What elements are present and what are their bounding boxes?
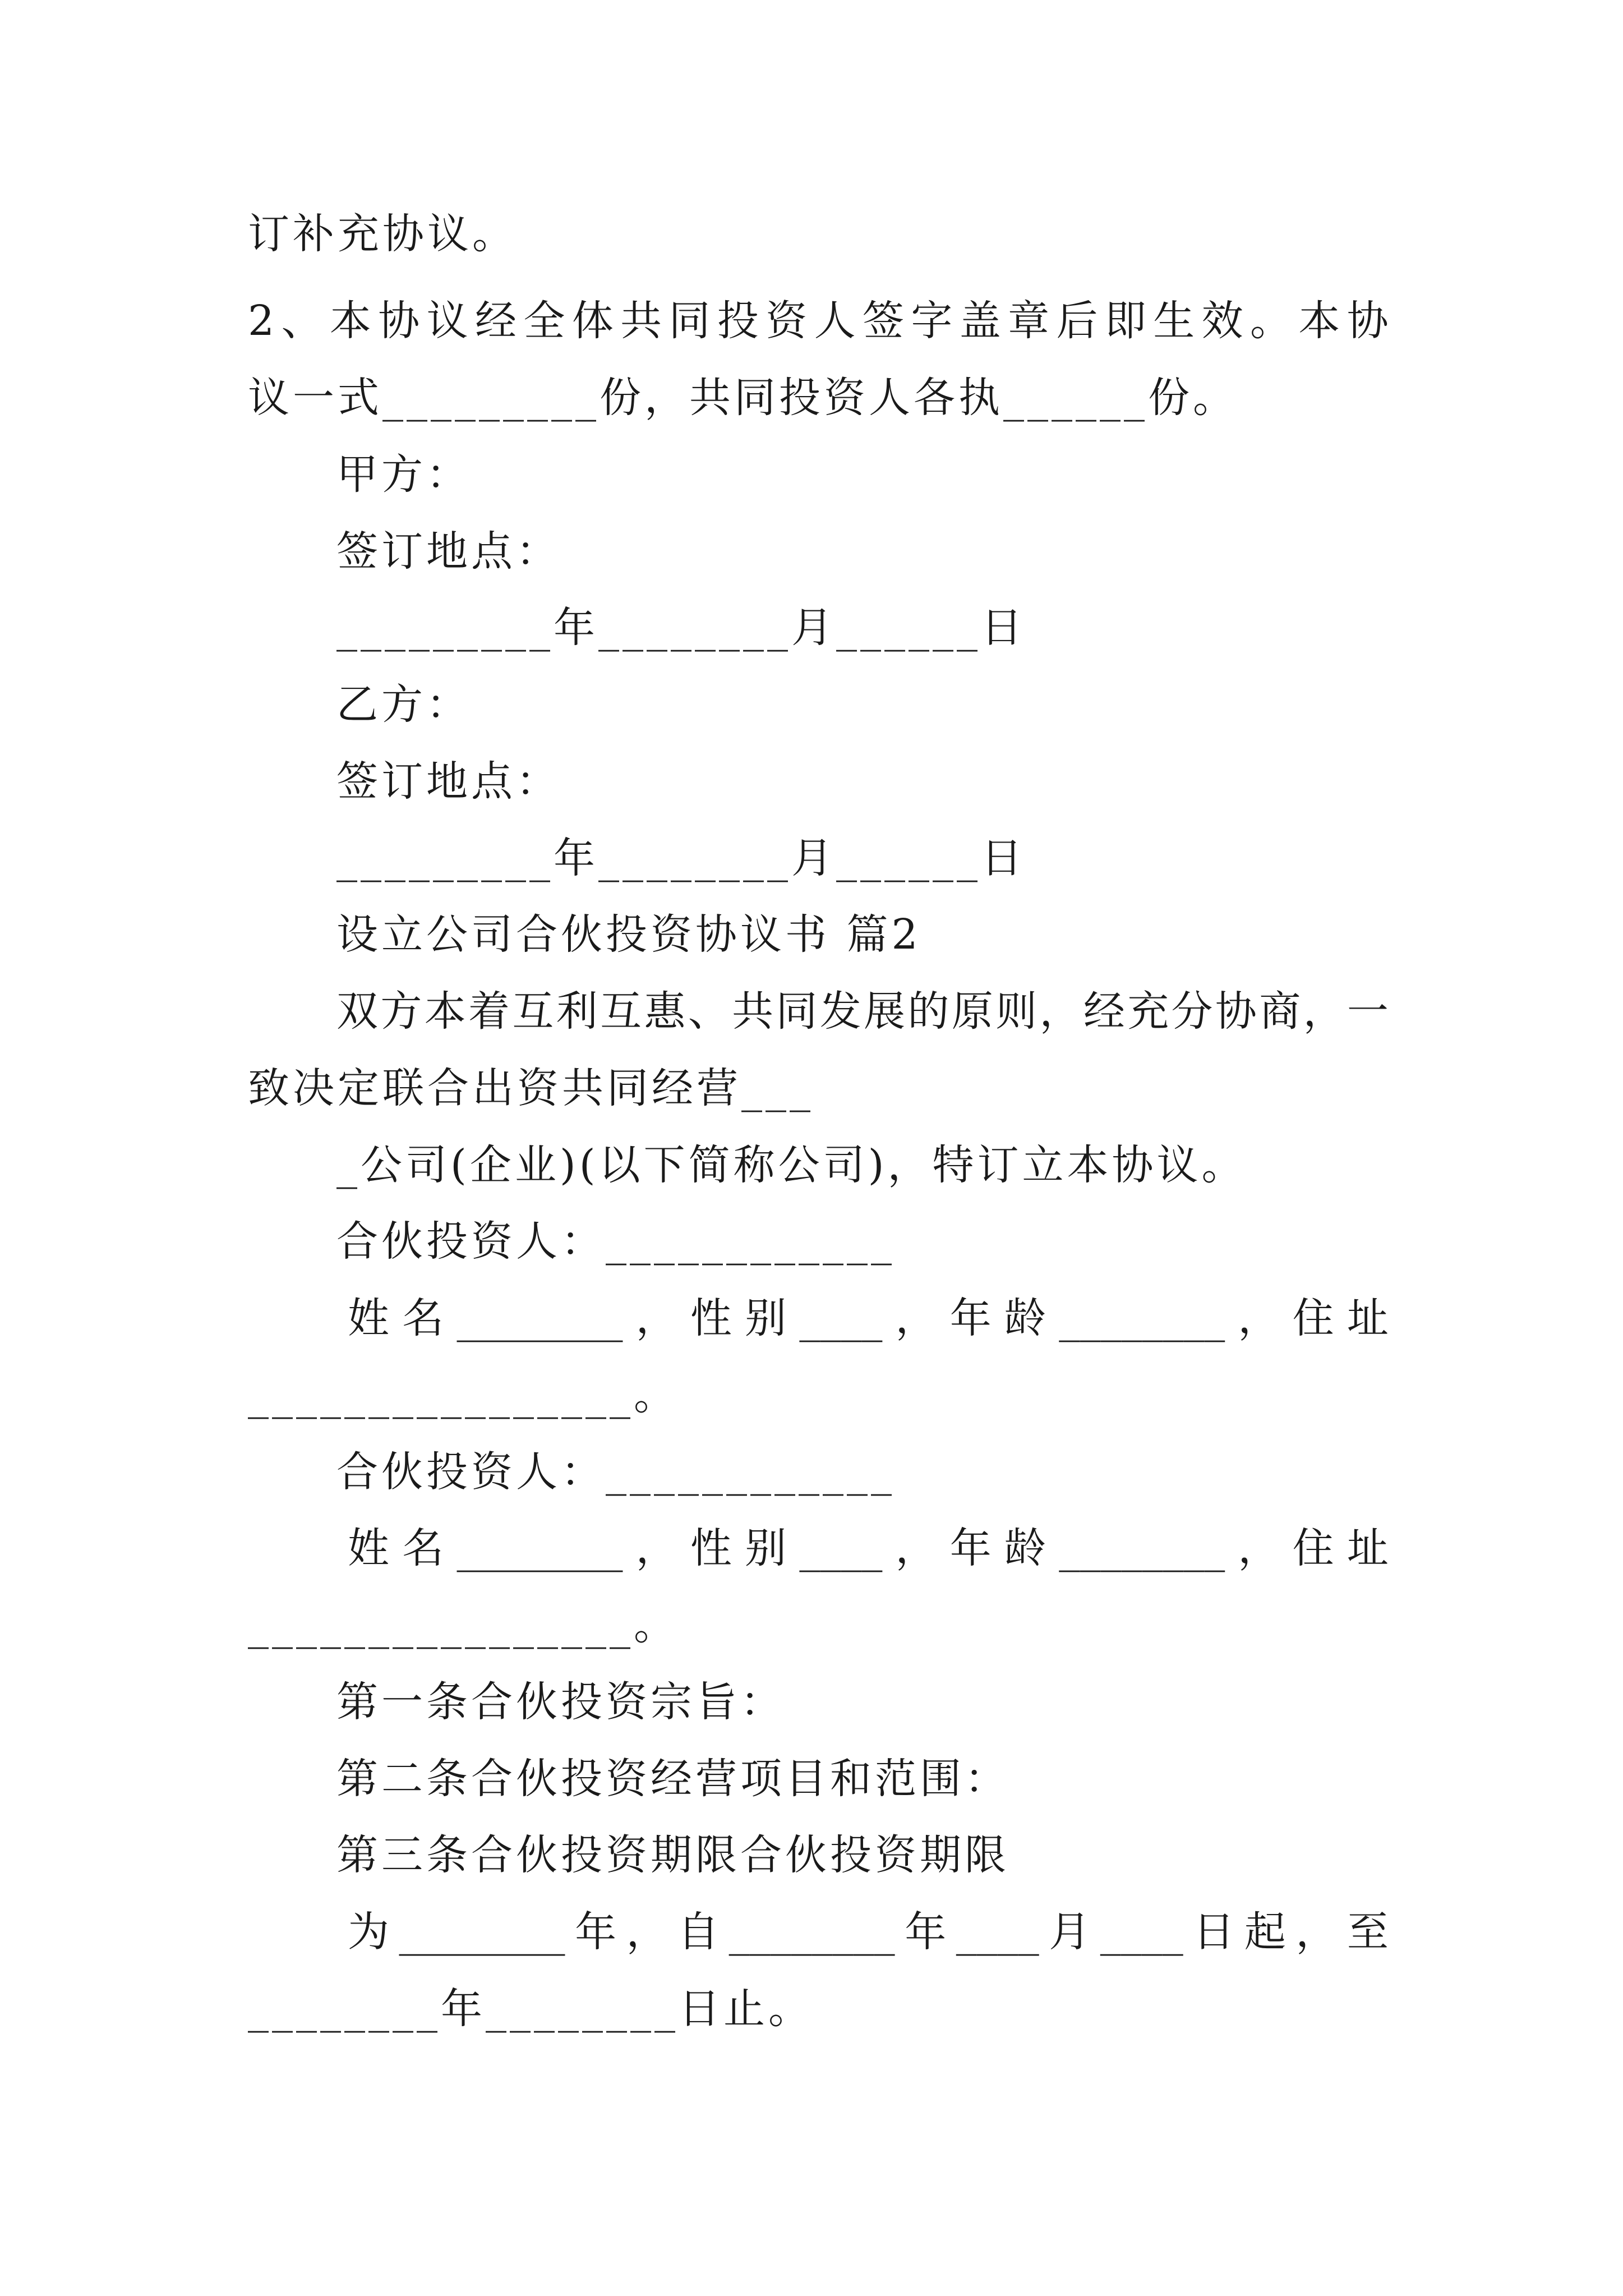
text-glyph: 龄 (1004, 1294, 1046, 1342)
text-glyph: 经 (474, 297, 517, 345)
text-glyph: 名 (402, 1524, 444, 1572)
text-glyph: ， (895, 1294, 937, 1342)
text-glyph: 分 (1171, 987, 1213, 1036)
text-glyph: 本 (1298, 297, 1340, 345)
text-glyph: 别 (745, 1294, 787, 1342)
text-glyph: 月 (1049, 1908, 1091, 1956)
signing-place-label: 签订地点： (336, 757, 561, 806)
text-glyph: ____ (956, 1908, 1039, 1956)
text-glyph: ________ (457, 1524, 623, 1572)
text-glyph: ， (895, 1524, 937, 1572)
text-glyph: 协 (1215, 987, 1257, 1036)
text-glyph: 投 (717, 297, 759, 345)
text-glyph: ________ (399, 1908, 565, 1956)
text-glyph: 龄 (1004, 1524, 1046, 1572)
partner-info-line (348, 1285, 1389, 1352)
text-glyph: 互 (600, 987, 642, 1036)
text-glyph: 经 (1083, 987, 1125, 1036)
text-glyph: 日 (1193, 1908, 1235, 1956)
text-glyph: ____ (799, 1294, 883, 1342)
text-glyph: 本 (424, 987, 466, 1036)
signing-place-label: 签订地点： (336, 527, 561, 576)
text-glyph: 。 (1249, 297, 1292, 345)
partner-address-blank: ________________。 (248, 1601, 679, 1649)
text-glyph: 本 (329, 297, 371, 345)
partner-investor-label: 合伙投资人：____________ (336, 1217, 895, 1266)
text-glyph: ____ (799, 1524, 883, 1572)
text-glyph: 后 (1056, 297, 1098, 345)
text-glyph: 为 (348, 1908, 389, 1956)
text-glyph: 展 (864, 987, 906, 1036)
text-glyph: ， (626, 1908, 668, 1956)
text-glyph: ， (1303, 987, 1345, 1036)
text-glyph: 姓 (348, 1294, 389, 1342)
article-1-heading: 第一条合伙投资宗旨： (336, 1678, 785, 1726)
text-glyph: 人 (814, 297, 856, 345)
text-glyph: 性 (690, 1294, 732, 1342)
text-glyph: 资 (766, 297, 808, 345)
text-glyph: ________ (1059, 1524, 1225, 1572)
text-glyph: 全 (523, 297, 565, 345)
signing-date-blank: _________年________月______日 (336, 604, 1026, 652)
text-glyph: 同 (668, 297, 711, 345)
text-glyph: 址 (1347, 1294, 1389, 1342)
text-glyph: 至 (1347, 1908, 1389, 1956)
text-glyph: ， (635, 1524, 677, 1572)
text-glyph: ， (1238, 1524, 1280, 1572)
text-glyph: 发 (819, 987, 861, 1036)
partner-investor-label: 合伙投资人：____________ (336, 1448, 895, 1496)
text-glyph: 址 (1347, 1524, 1389, 1572)
term-end-line: ________年________日止。 (248, 1985, 813, 2033)
text-glyph: 充 (1127, 987, 1169, 1036)
paragraph-line: _公司(企业)(以下简称公司)，特订立本协议。 (336, 1141, 1247, 1189)
text-glyph: 一 (1347, 987, 1389, 1036)
text-glyph: 姓 (348, 1524, 389, 1572)
paragraph-line (336, 978, 1389, 1045)
text-glyph: 自 (677, 1908, 720, 1956)
text-glyph: 商 (1259, 987, 1301, 1036)
text-glyph: 住 (1292, 1294, 1334, 1342)
paragraph-line (248, 287, 1389, 355)
text-glyph: ， (1039, 987, 1081, 1036)
partner-address-blank: ________________。 (248, 1371, 679, 1419)
section-title: 设立公司合伙投资协议书 篇2 (336, 910, 921, 959)
text-glyph: 效 (1201, 297, 1243, 345)
text-glyph: 着 (468, 987, 510, 1036)
text-glyph: 年 (949, 1524, 992, 1572)
text-glyph: 共 (620, 297, 662, 345)
article-3-heading: 第三条合伙投资期限合伙投资期限 (336, 1831, 1009, 1879)
text-glyph: 协 (378, 297, 420, 345)
text-glyph: 年 (575, 1908, 617, 1956)
term-duration-line (348, 1898, 1389, 1966)
text-glyph: 则 (995, 987, 1038, 1036)
paragraph-line: 订补充协议。 (248, 210, 517, 258)
text-glyph: 同 (776, 987, 818, 1036)
text-glyph: 签 (862, 297, 904, 345)
text-glyph: 起 (1244, 1908, 1286, 1956)
paragraph-line: 致决定联合出资共同经营___ (248, 1064, 814, 1112)
text-glyph: 互 (512, 987, 554, 1036)
text-glyph: ________ (728, 1908, 895, 1956)
text-glyph: 年 (905, 1908, 947, 1956)
text-glyph: 2 (248, 297, 275, 345)
party-b-label: 乙方： (336, 680, 471, 729)
text-glyph: 别 (745, 1524, 787, 1572)
text-glyph: 原 (951, 987, 993, 1036)
text-glyph: ________ (1059, 1294, 1225, 1342)
text-glyph: 生 (1153, 297, 1195, 345)
text-glyph: ， (1295, 1908, 1338, 1956)
text-glyph: ________ (457, 1294, 623, 1342)
article-2-heading: 第二条合伙投资经营项目和范围： (336, 1755, 1009, 1803)
text-glyph: 章 (1008, 297, 1050, 345)
partner-info-line (348, 1515, 1389, 1582)
text-glyph: ， (1238, 1294, 1280, 1342)
signing-date-blank: _________年________月______日 (336, 834, 1026, 882)
text-glyph: 字 (911, 297, 953, 345)
text-glyph: 盖 (959, 297, 1001, 345)
text-glyph: ____ (1100, 1908, 1183, 1956)
text-glyph: 、 (688, 987, 730, 1036)
text-glyph: 的 (907, 987, 949, 1036)
text-glyph: 协 (1347, 297, 1389, 345)
text-glyph: 年 (949, 1294, 992, 1342)
text-glyph: 性 (690, 1524, 732, 1572)
text-glyph: 住 (1292, 1524, 1334, 1572)
text-glyph: ， (635, 1294, 677, 1342)
text-glyph: 名 (402, 1294, 444, 1342)
text-glyph: 利 (556, 987, 598, 1036)
text-glyph: 双 (336, 987, 378, 1036)
text-glyph: 体 (571, 297, 614, 345)
text-glyph: 、 (281, 297, 323, 345)
party-a-label: 甲方： (336, 450, 471, 499)
paragraph-line: 议一式_________份，共同投资人各执______份。 (248, 374, 1238, 422)
text-glyph: 共 (732, 987, 774, 1036)
text-glyph: 惠 (644, 987, 686, 1036)
text-glyph: 议 (426, 297, 468, 345)
text-glyph: 方 (380, 987, 422, 1036)
text-glyph: 即 (1104, 297, 1146, 345)
